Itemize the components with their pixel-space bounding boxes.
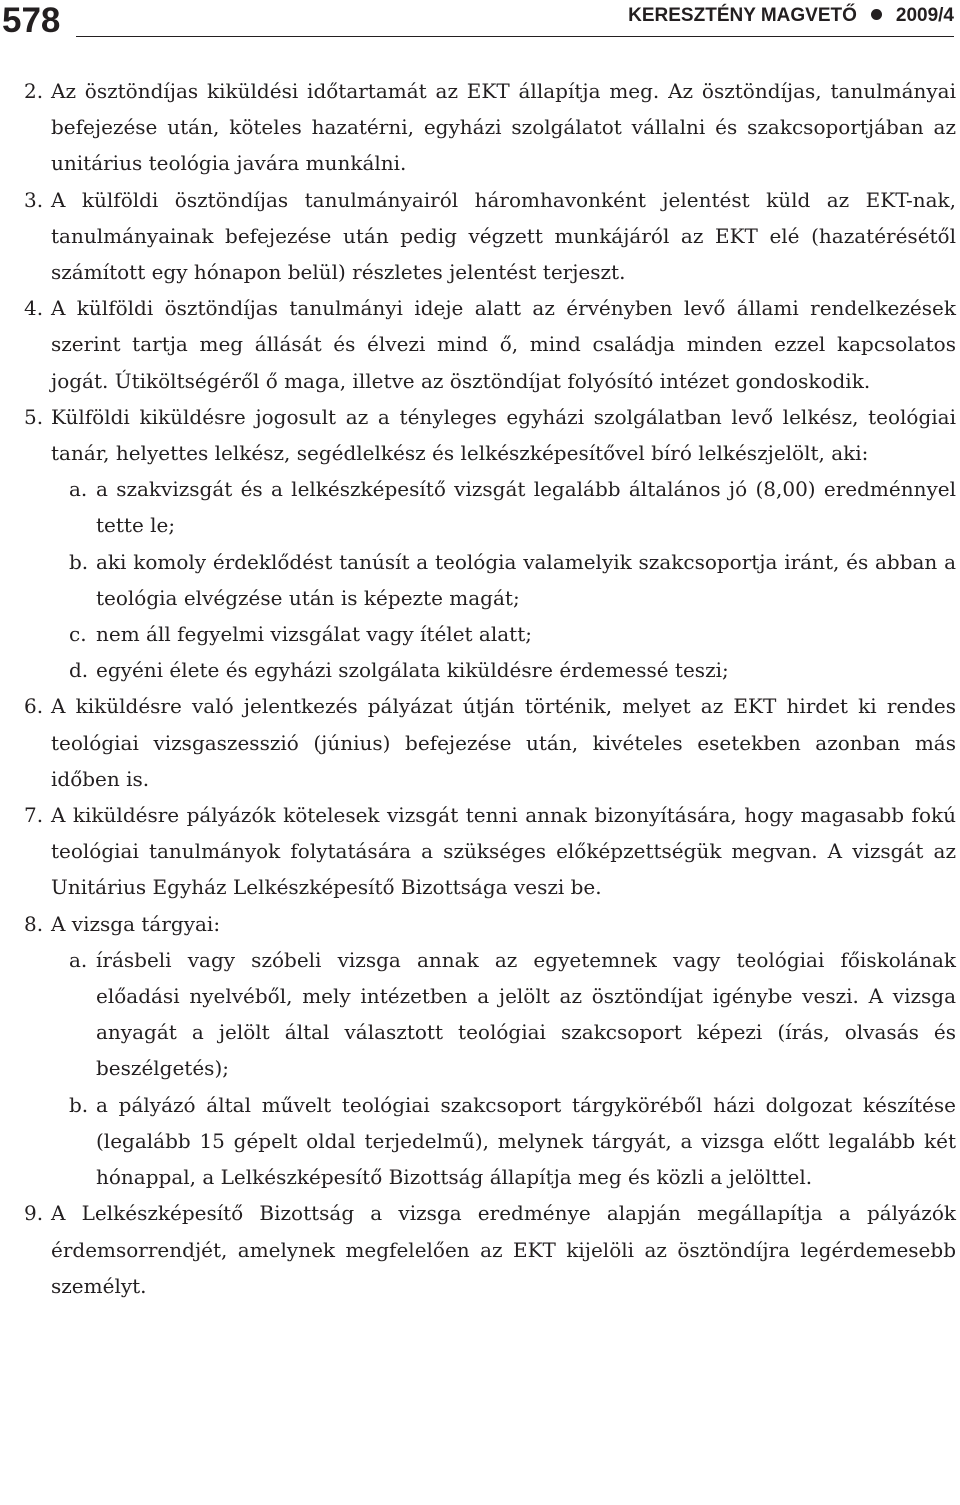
item-text: Az ösztöndíjas kiküldési időtartamát az EKT állapítja meg. Az ösztöndíjas, tanulmányai befejezése után, köteles hazatérni, egyházi szolgálatot vállalni és szakcsoportjában az unitárius teológia javára munkálni. — [51, 79, 956, 176]
item-text: Külföldi kiküldésre jogosult az a tényleges egyházi szolgálatban levő lelkész, teológiai tanár, helyettes lelkész, segédlelkész és lelkészképesítővel bíró lelkészjelölt, aki: — [51, 404, 956, 466]
item-text: A Lelkészképesítő Bizottság a vizsga eredménye alapján megállapítja a pályázók érdemsorrendjét, amelynek megfelelően az EKT kijelöli az ösztöndíjra legérdemesebb személyt. — [51, 1201, 956, 1298]
list-item-4 — [24, 290, 956, 399]
sublist-letter: a. — [69, 947, 88, 972]
journal-title: KERESZTÉNY MAGVETŐ — [628, 5, 857, 26]
item-number: 6. — [24, 694, 44, 719]
issue-number: 2009/4 — [895, 5, 954, 26]
sublist-letter: a. — [69, 477, 88, 502]
item-text: A külföldi ösztöndíjas tanulmányi ideje alatt az érvényben levő állami rendelkezések szerint tartja meg állását és élvezi mind ő, mind családja minden ezzel kapcsolatos jogát. Útiköltségéről ő maga, illetve az ösztöndíjat folyósító intézet gondoskodik. — [51, 296, 956, 393]
item-text: A külföldi ösztöndíjas tanulmányairól háromhavonként jelentést küld az EKT-nak, tanulmányainak befejezése után pedig végzett munkájáról az EKT elé (hazatérésétől számított egy hónapon belül) részletes jelentést terjeszt. — [51, 187, 956, 285]
item-number: 8. — [24, 911, 44, 936]
sublist-item — [24, 1087, 956, 1196]
sublist-item — [24, 652, 956, 688]
list-item-3 — [24, 182, 956, 291]
item-text: A kiküldésre való jelentkezés pályázat útján történik, melyet az EKT hirdet ki rendes teológiai vizsgaszesszió (június) befejezése után, kivételes esetekben azonban más időben is. — [51, 694, 956, 791]
sublist-text: nem áll fegyelmi vizsgálat vagy ítélet alatt; — [96, 622, 532, 647]
sublist-text: írásbeli vagy szóbeli vizsga annak az egyetemnek vagy teológiai főiskolának előadási nyelvéből, mely intézetben a jelölt az ösztöndíjat igénybe veszi. A vizsga anyagát a jelölt által választott teológiai szakcsoport képezi (írás, olvasás és beszélgetés); — [96, 947, 956, 1081]
page-header — [0, 0, 960, 44]
sublist-item — [24, 616, 956, 652]
sublist-letter: d. — [69, 658, 89, 683]
sublist-text: a pályázó által művelt teológiai szakcsoport tárgyköréből házi dolgozat készítése (legalább 15 gépelt oldal terjedelmű), melynek tárgyát, a vizsga előtt legalább két hónappal, a Lelkészképesítő Bizottság állapítja meg és közli a jelölttel. — [96, 1092, 956, 1190]
sublist-letter: c. — [69, 622, 87, 647]
sublist-item — [24, 544, 956, 616]
list-item-8 — [24, 906, 956, 942]
item-number: 9. — [24, 1201, 44, 1226]
sublist-text: a szakvizsgát és a lelkészképesítő vizsgát legalább általános jó (8,00) eredménnyel tette le; — [96, 477, 956, 538]
document-body — [24, 73, 956, 1304]
list-item-2 — [24, 73, 956, 182]
item-text: A vizsga tárgyai: — [51, 911, 221, 936]
header-rule — [76, 36, 954, 37]
item-number: 4. — [24, 296, 44, 321]
item-number: 5. — [24, 404, 44, 429]
item-number: 2. — [24, 79, 44, 103]
sublist-item — [24, 942, 956, 1087]
item-number: 3. — [24, 187, 44, 212]
sublist-item — [24, 471, 956, 543]
running-title — [628, 4, 954, 28]
sublist-8 — [24, 942, 956, 1195]
list-item-6 — [24, 688, 956, 797]
sublist-text: egyéni élete és egyházi szolgálata kiküldésre érdemessé teszi; — [96, 658, 729, 683]
item-number: 7. — [24, 803, 44, 828]
sublist-5 — [24, 471, 956, 688]
sublist-letter: b. — [69, 1092, 89, 1117]
sublist-letter: b. — [69, 549, 89, 574]
page-number: 578 — [2, 1, 61, 40]
list-item-5 — [24, 399, 956, 471]
item-text: A kiküldésre pályázók kötelesek vizsgát tenni annak bizonyítására, hogy magasabb fokú teológiai tanulmányok folytatására a szükséges előképzettségük megvan. A vizsgát az Unitárius Egyház Lelkészképesítő Bizottsága veszi be. — [51, 803, 956, 900]
bullet-separator-icon — [871, 9, 882, 20]
list-item-9 — [24, 1195, 956, 1304]
list-item-7 — [24, 797, 956, 906]
sublist-text: aki komoly érdeklődést tanúsít a teológia valamelyik szakcsoportja iránt, és abban a teológia elvégzése után is képezte magát; — [96, 549, 956, 610]
